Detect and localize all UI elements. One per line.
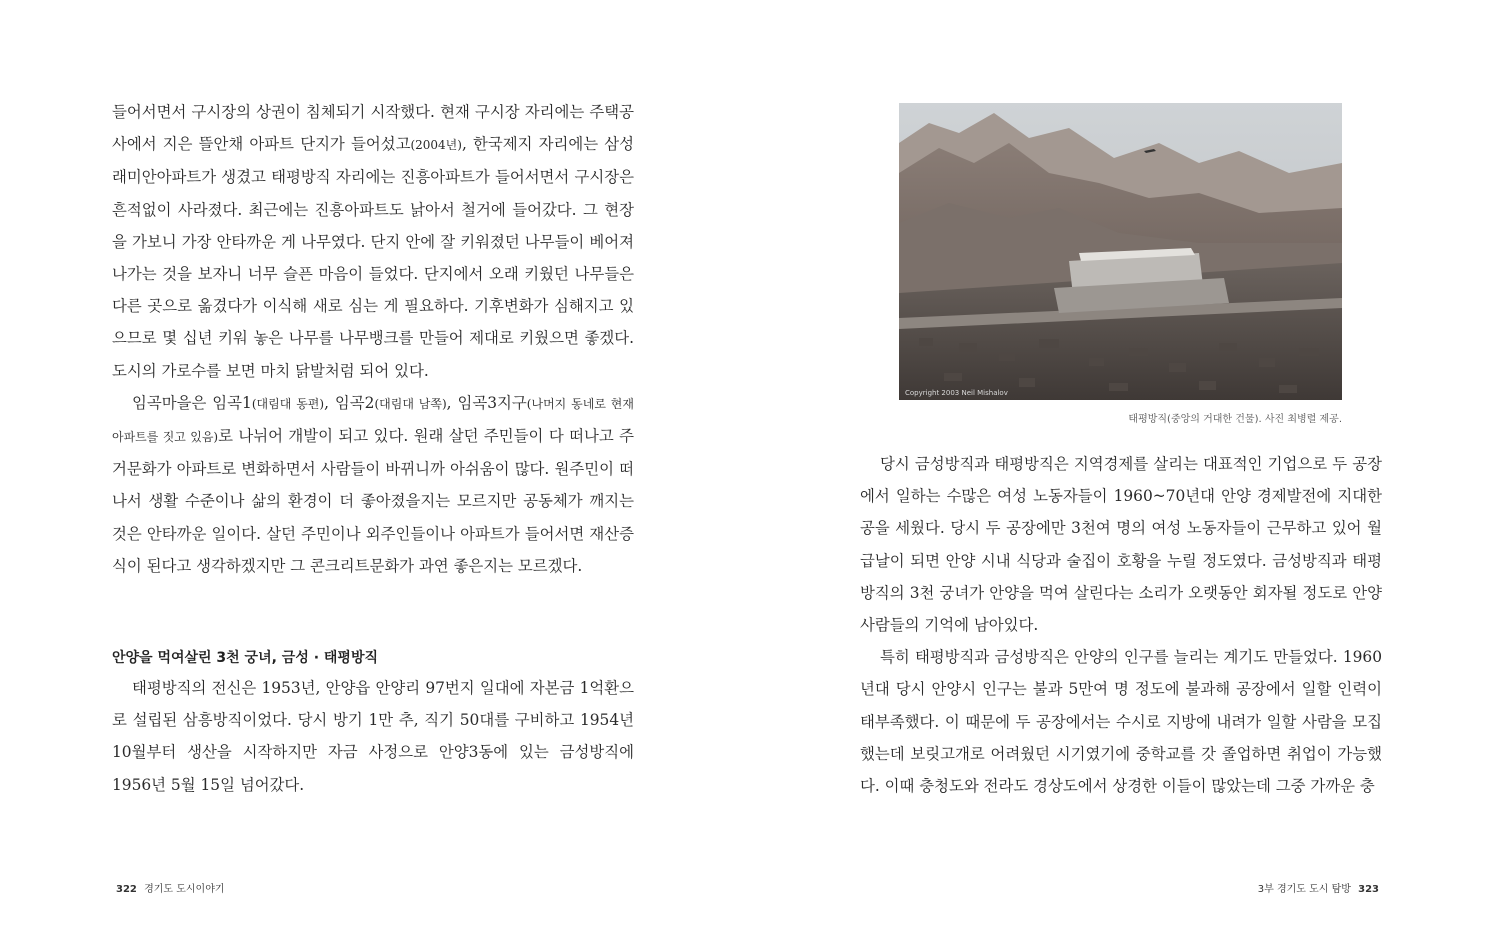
left-body-text bbox=[112, 96, 634, 582]
right-paragraph-2: 특히 태평방직과 금성방직은 안양의 인구를 늘리는 계기도 만들었다. 1960년대 당시 안양시 인구는 불과 5만여 명 정도에 불과해 공장에서 일할 인력이 태부족했다. 이 때문에 두 공장에서는 수시로 지방에 내려가 일할 사람을 모집했는데 보릿고개로 어려웠던 시기였기에 중학교를 갓 졸업하면 취업이 가능했다. 이때 충청도와 전라도 경상도에서 상경한 이들이 많았는데 그중 가까운 충 bbox=[860, 648, 1382, 796]
left-paragraph-2: 임곡마을은 임곡1(대림대 동편), 임곡2(대림대 남쪽), 임곡3지구(나머지 동네로 현재 아파트를 짓고 있음)로 나뉘어 개발이 되고 있다. 원래 살던 주민들이 다 떠나고 주거문화가 아파트로 변화하면서 사람들이 바뀌니까 아쉬움이 많다. 원주민이 떠나서 생활 수준이나 삶의 환경이 더 좋아졌을지는 모르지만 공동체가 깨지는 것은 안타까운 일이다. 살던 주민이나 외주인들이나 아파트가 들어서면 재산증식이 된다고 생각하겠지만 그 콘크리트문화가 과연 좋은지는 모르겠다. bbox=[112, 393, 634, 575]
page-number: 322 bbox=[116, 884, 137, 895]
part-title: 3부 경기도 도시 탐방 bbox=[1257, 884, 1351, 895]
right-paragraph-1: 당시 금성방직과 태평방직은 지역경제를 살리는 대표적인 기업으로 두 공장에서 일하는 수많은 여성 노동자들이 1960~70년대 안양 경제발전에 지대한 공을 세웠다. 당시 두 공장에만 3천여 명의 여성 노동자들이 근무하고 있어 월급날이 되면 안양 시내 식당과 술집이 호황을 누릴 정도였다. 금성방직과 태평방직의 3천 궁녀가 안양을 먹여 살린다는 소리가 오랫동안 회자될 정도로 안양 사람들의 기억에 남아있다. bbox=[860, 455, 1382, 635]
left-folio bbox=[112, 880, 225, 895]
factory-aerial-photo bbox=[899, 103, 1342, 400]
left-paragraph-3: 태평방직의 전신은 1953년, 안양읍 안양리 97번지 일대에 자본금 1억환으로 설립된 삼흥방직이었다. 당시 방기 1만 추, 직기 50대를 구비하고 1954년 10월부터 생산을 시작하지만 자금 사정으로 안양3동에 있는 금성방직에 1956년 5월 15일 넘어갔다. bbox=[112, 679, 634, 794]
annotation-2: (대림대 남쪽) bbox=[374, 396, 447, 411]
left-section-body bbox=[112, 672, 634, 801]
aerial-photo-image bbox=[899, 103, 1342, 400]
photo-caption: 태평방직(중앙의 거대한 건물). 사진 최병렬 제공. bbox=[1128, 414, 1342, 425]
left-paragraph-1: 들어서면서 구시장의 상권이 침체되기 시작했다. 현재 구시장 자리에는 주택공사에서 지은 뜰안채 아파트 단지가 들어섰고(2004년), 한국제지 자리에는 삼성 래미안아파트가 생겼고 태평방직 자리에는 진흥아파트가 들어서면서 구시장은 흔적없이 사라졌다. 최근에는 진흥아파트도 낡아서 철거에 들어갔다. 그 현장을 가보니 가장 안타까운 게 나무였다. 단지 안에 잘 키워졌던 나무들이 베어져나가는 것을 보자니 너무 슬픈 마음이 들었다. 단지에서 오래 키웠던 나무들은 다른 곳으로 옮겼다가 이식해 새로 심는 게 필요하다. 기후변화가 심해지고 있으므로 몇 십년 키워 놓은 나무를 나무뱅크를 만들어 제대로 키웠으면 좋겠다. 도시의 가로수를 보면 마치 닭발처럼 되어 있다. bbox=[112, 103, 634, 380]
photo-copyright: Copyright 2003 Neil Mishalov bbox=[905, 389, 1008, 397]
section-heading: 안양을 먹여살린 3천 궁녀, 금성 · 태평방직 bbox=[112, 650, 379, 666]
right-body-text bbox=[860, 448, 1382, 802]
year-note: (2004년) bbox=[410, 138, 462, 153]
annotation-1: (대림대 동편) bbox=[251, 396, 325, 411]
page-number-right: 323 bbox=[1358, 884, 1379, 895]
right-folio bbox=[1258, 880, 1383, 895]
book-title: 경기도 도시이야기 bbox=[144, 884, 225, 895]
annotation-3: (나머지 동네로 현재 아파트를 짓고 있음) bbox=[112, 396, 634, 445]
